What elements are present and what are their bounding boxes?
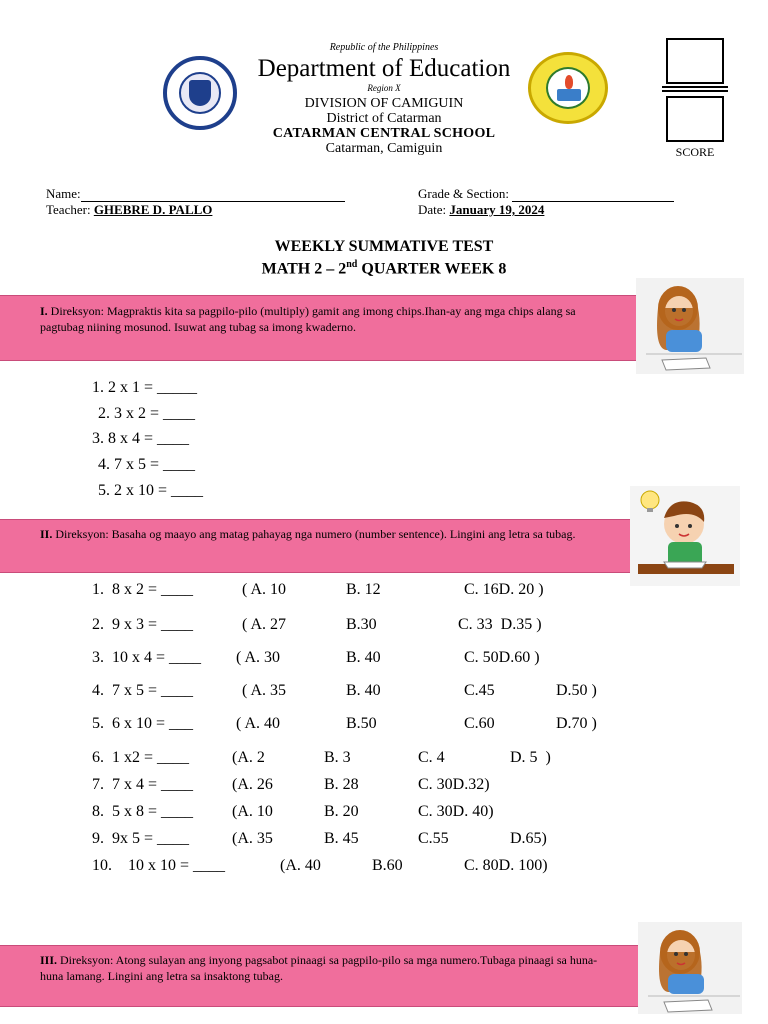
school-name: CATARMAN CENTRAL SCHOOL [272,126,496,141]
section-2-option[interactable]: ( A. 10 [242,581,286,598]
girl-reading-icon [636,278,744,374]
section-2-question: 5. 6 x 10 = ___ [92,715,194,732]
section-2-option[interactable]: D.70 ) [556,715,597,732]
name-field[interactable] [81,187,345,202]
teacher-value: GHEBRE D. PALLO [93,202,213,217]
section-2-option[interactable]: B. 45 [324,830,359,847]
deped-seal-icon [163,56,237,130]
section-2-option[interactable]: (A. 2 [232,749,265,766]
section-2-option[interactable]: (A. 10 [232,803,273,820]
section-2-question: 6. 1 x2 = ____ [92,749,190,766]
section-2-option[interactable]: C. 4 [418,749,445,766]
boy-thinking-icon [630,486,740,586]
section-2-option[interactable]: B.60 [372,857,403,874]
teacher-row [46,202,212,218]
section-1-item: 5. 2 x 10 = ____ [98,482,204,499]
date-label: Date: [418,202,447,217]
section-2-option[interactable]: B. 3 [324,749,351,766]
date-value: January 19, 2024 [449,202,545,217]
section-2-question: 4. 7 x 5 = ____ [92,682,194,699]
score-box[interactable] [666,38,724,84]
section-2-question: 2. 9 x 3 = ____ [92,616,194,633]
department-title: Department of Education [257,55,511,82]
grade-field[interactable] [512,187,674,202]
section-2-option[interactable]: C.60 [464,715,495,732]
section-2-option[interactable]: C. 30D.32) [418,776,490,793]
section-2-option[interactable]: B. 40 [346,649,381,666]
republic-label: Republic of the Philippines [329,42,439,53]
test-title: WEEKLY SUMMATIVE TEST [274,238,494,255]
section-2-option[interactable]: (A. 40 [280,857,321,874]
section-2-option[interactable]: D. 5 ) [510,749,551,766]
total-score-box[interactable] [666,96,724,142]
section-2-option[interactable]: C.55 [418,830,449,847]
section-1-item: 2. 3 x 2 = ____ [98,405,196,422]
section-2-option[interactable]: B. 12 [346,581,381,598]
section-2-option[interactable]: (A. 35 [232,830,273,847]
girl-reading-icon [638,922,742,1014]
district-label: District of Catarman [326,111,442,126]
section-2-directions: II. Direksyon: Basaha og maayo ang matag pahayag nga numero (number sentence). Lingini ang letra sa tubag. [0,519,634,573]
grade-row [418,186,674,202]
score-label: SCORE [675,145,715,159]
section-2-question: 10. 10 x 10 = ____ [92,857,226,874]
section-2-option[interactable]: B. 20 [324,803,359,820]
section-1-item: 1. 2 x 1 = _____ [92,379,198,396]
section-2-option[interactable]: C. 50D.60 ) [464,649,540,666]
section-2-question: 7. 7 x 4 = ____ [92,776,194,793]
school-seal-icon [528,52,608,124]
section-2-option[interactable]: C. 16D. 20 ) [464,581,544,598]
section-2-question: 1. 8 x 2 = ____ [92,581,194,598]
section-2-option[interactable]: ( A. 40 [236,715,280,732]
section-3-directions: III. Direksyon: Atong sulayan ang inyong pagsabot pinaagi sa pagpilo-pilo sa mga numero.Tubaga pinaagi sa huna-huna lamang. Lingini ang letra sa insaktong tubag. [0,945,638,1007]
section-2-question: 3. 10 x 4 = ____ [92,649,202,666]
section-2-option[interactable]: ( A. 35 [242,682,286,699]
test-subtitle: MATH 2 – 2nd QUARTER WEEK 8 [261,259,507,278]
name-label: Name: [46,186,81,201]
section-2-option[interactable]: B.30 [346,616,377,633]
section-1-directions: I. Direksyon: Magpraktis kita sa pagpilo-pilo (multiply) gamit ang imong chips.Ihan-ay ang mga chips alang sa pagtubag niining mosunod. Isuwat ang tubag sa imong kwaderno. [0,295,636,361]
section-2-option[interactable]: D.50 ) [556,682,597,699]
section-2-option[interactable]: ( A. 30 [236,649,280,666]
section-2-option[interactable]: C. 80D. 100) [464,857,548,874]
town-label: Catarman, Camiguin [325,141,443,156]
section-2-option[interactable]: B. 28 [324,776,359,793]
section-1-item: 3. 8 x 4 = ____ [92,430,190,447]
section-2-question: 9. 9x 5 = ____ [92,830,190,847]
score-divider [662,86,728,92]
section-2-option[interactable]: C. 30D. 40) [418,803,494,820]
section-2-option[interactable]: B.50 [346,715,377,732]
section-2-option[interactable]: C. 33 D.35 ) [458,616,542,633]
teacher-label: Teacher: [46,202,91,217]
section-2-option[interactable]: C.45 [464,682,495,699]
grade-label: Grade & Section: [418,186,509,201]
region-label: Region X [367,83,401,93]
section-1-item: 4. 7 x 5 = ____ [98,456,196,473]
section-2-option[interactable]: (A. 26 [232,776,273,793]
division-label: DIVISION OF CAMIGUIN [304,96,464,111]
section-2-question: 8. 5 x 8 = ____ [92,803,194,820]
name-row [46,186,345,202]
section-2-option[interactable]: ( A. 27 [242,616,286,633]
section-2-option[interactable]: B. 40 [346,682,381,699]
section-2-option[interactable]: D.65) [510,830,547,847]
date-row [418,202,544,218]
